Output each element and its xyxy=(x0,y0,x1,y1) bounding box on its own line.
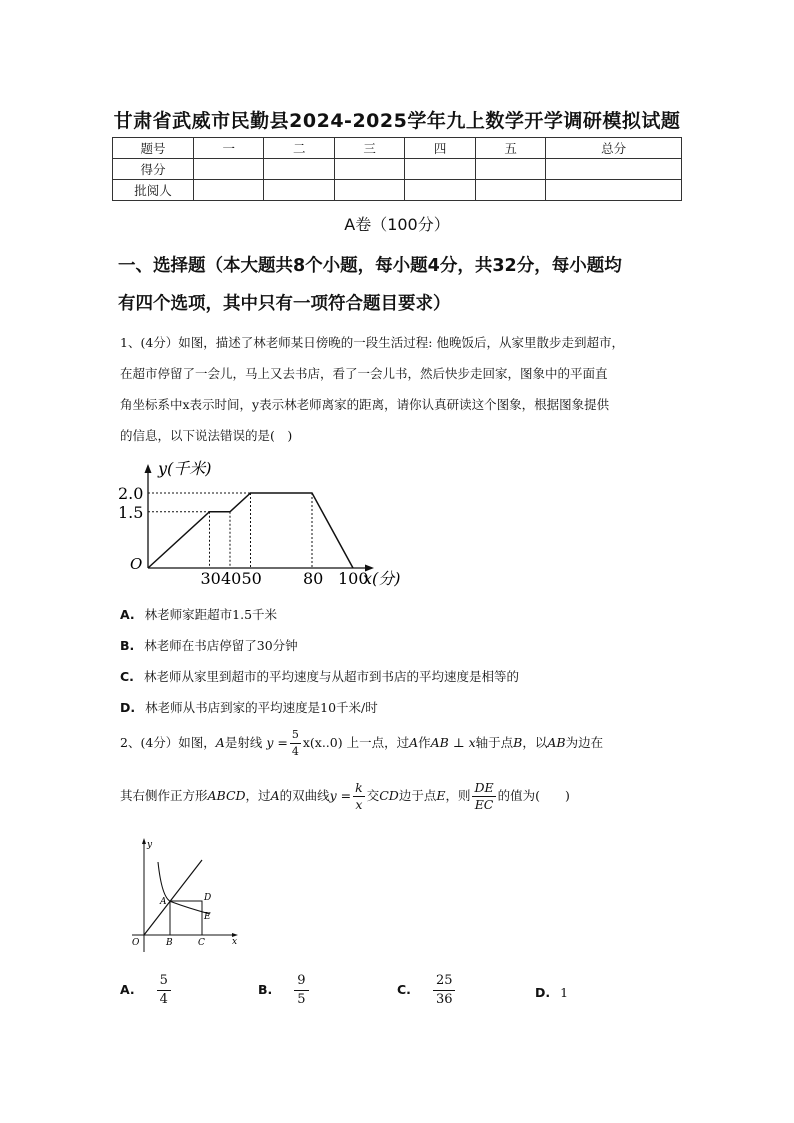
origin-label: O xyxy=(132,938,140,948)
grader-input-cell[interactable] xyxy=(405,180,475,201)
q2-text: ，过 xyxy=(245,788,271,803)
distance-time-graph xyxy=(118,456,418,591)
q2-option-c[interactable] xyxy=(397,972,455,1009)
grader-input-cell[interactable] xyxy=(475,180,545,201)
q2-text: ，则 xyxy=(445,788,471,803)
option-fraction xyxy=(294,972,308,1009)
segment-label: CD xyxy=(379,788,399,803)
table-cell: 题号 xyxy=(113,138,194,159)
q1-line: 1、(4分）如图，描述了林老师某日傍晚的一段生活过程: 他晚饭后，从家里散步走到超市， xyxy=(120,335,624,350)
point-label: E xyxy=(436,788,446,803)
ray xyxy=(144,860,202,935)
fraction-denominator: 4 xyxy=(291,745,299,758)
page-title: 甘肃省武威市民勤县2024-2025学年九上数学开学调研模拟试题 xyxy=(113,110,681,132)
x-tick-label: 40 xyxy=(221,569,242,588)
table-cell: 四 xyxy=(405,138,475,159)
table-row xyxy=(113,138,682,159)
perpendicular-expr: AB ⊥ x xyxy=(430,735,476,750)
score-input-cell[interactable] xyxy=(194,159,264,180)
option-fraction xyxy=(157,972,171,1009)
fraction-numerator: 5 xyxy=(290,727,301,744)
q1-option-b[interactable] xyxy=(120,636,298,654)
square-label: ABCD xyxy=(207,788,246,803)
point-b-label: B xyxy=(166,938,173,948)
table-cell: 总分 xyxy=(546,138,682,159)
origin-label: O xyxy=(130,555,143,573)
q2-line2 xyxy=(120,776,680,816)
table-row xyxy=(113,159,682,180)
volume-label: A卷（100分） xyxy=(344,215,450,234)
fraction-denominator: x xyxy=(355,797,363,812)
grader-input-cell[interactable] xyxy=(546,180,682,201)
equation-lhs: y = xyxy=(266,735,288,750)
x-tick-label: 30 xyxy=(200,569,221,588)
y-axis-label: y(千米) xyxy=(158,459,212,478)
fraction-denominator: 36 xyxy=(435,992,453,1007)
table-cell: 三 xyxy=(334,138,404,159)
score-input-cell[interactable] xyxy=(334,159,404,180)
q1-line: 的信息，以下说法错误的是( ) xyxy=(120,428,293,443)
hyperbola-lhs: y = xyxy=(329,788,352,803)
score-input-cell[interactable] xyxy=(475,159,545,180)
q2-text: 的值为( ) xyxy=(497,788,570,803)
q1-option-c[interactable] xyxy=(120,667,519,685)
y-label: y xyxy=(147,840,153,850)
option-fraction xyxy=(433,972,456,1009)
option-text: 林老师从书店到家的平均速度是10千米/时 xyxy=(145,700,378,715)
segment-label: AB xyxy=(547,735,566,750)
grader-input-cell[interactable] xyxy=(334,180,404,201)
x-label: x xyxy=(232,937,238,947)
table-cell: 二 xyxy=(264,138,334,159)
section-heading-line1: 一、选择题（本大题共8个小题，每小题4分，共32分，每小题均 xyxy=(118,256,622,276)
score-input-cell[interactable] xyxy=(546,159,682,180)
fraction-numerator: 9 xyxy=(294,972,308,991)
option-letter: C. xyxy=(397,982,411,997)
fraction-denominator: 4 xyxy=(159,992,168,1007)
x-axis-label: x(分) xyxy=(363,569,401,588)
option-letter: B. xyxy=(258,982,273,997)
equation-fraction xyxy=(290,727,301,760)
section-heading-line2: 有四个选项，其中只有一项符合题目要求） xyxy=(118,294,451,314)
y-tick-label: 2.0 xyxy=(118,484,144,503)
q2-line1 xyxy=(120,726,680,760)
fraction-denominator: 5 xyxy=(297,992,306,1007)
equation-rhs: x(x..0) xyxy=(302,735,343,750)
table-cell: 一 xyxy=(194,138,264,159)
x-tick-label: 50 xyxy=(241,569,262,588)
q1-line: 角坐标系中x表示时间，y表示林老师离家的距离，请你认真研读这个图象，根据图象提供 xyxy=(120,397,610,412)
q2-text: 作 xyxy=(418,735,431,750)
option-letter: C. xyxy=(120,669,134,684)
point-label: A xyxy=(409,735,419,750)
x-tick-label: 100 xyxy=(338,569,369,588)
point-label: B xyxy=(513,735,523,750)
point-a-label: A xyxy=(160,897,167,907)
table-row xyxy=(113,180,682,201)
hyperbola-fraction xyxy=(353,780,365,813)
q2-text: 是射线 xyxy=(224,735,263,750)
square-abcd xyxy=(170,901,202,935)
table-cell: 得分 xyxy=(113,159,194,180)
point-e-label: E xyxy=(204,912,211,922)
q2-text: 的双曲线 xyxy=(279,788,330,803)
option-text: 1 xyxy=(560,985,569,1000)
q2-text: 轴于点 xyxy=(475,735,514,750)
q2-option-a[interactable] xyxy=(120,972,171,1009)
point-label: A xyxy=(270,788,280,803)
option-letter: A. xyxy=(120,607,135,622)
option-letter: A. xyxy=(120,982,135,997)
q2-text: 上一点，过 xyxy=(346,735,410,750)
y-tick-label: 1.5 xyxy=(118,502,144,522)
q2-text: 2、(4分）如图， xyxy=(120,735,216,750)
y-axis-arrow xyxy=(142,838,146,844)
option-letter: D. xyxy=(120,700,136,715)
option-letter: D. xyxy=(535,985,551,1000)
fraction-denominator: EC xyxy=(474,797,494,812)
q2-text: ，以 xyxy=(522,735,548,750)
x-tick-label: 80 xyxy=(303,569,324,588)
option-letter: B. xyxy=(120,638,135,653)
q1-option-a[interactable] xyxy=(120,605,277,623)
fraction-numerator: DE xyxy=(474,780,494,795)
q2-text: 边于点 xyxy=(398,788,437,803)
option-text: 林老师家距超市1.5千米 xyxy=(144,607,278,622)
point-label: A xyxy=(215,735,225,750)
fraction-numerator: 5 xyxy=(157,972,171,991)
table-cell: 五 xyxy=(475,138,545,159)
score-table xyxy=(112,137,682,201)
y-axis-arrow xyxy=(145,464,152,473)
grader-input-cell[interactable] xyxy=(264,180,334,201)
ratio-fraction xyxy=(472,780,495,813)
q2-text: 其右侧作正方形 xyxy=(120,788,208,803)
q2-option-b[interactable] xyxy=(258,972,309,1009)
score-input-cell[interactable] xyxy=(264,159,334,180)
q1-line: 在超市停留了一会儿，马上又去书店，看了一会儿书，然后快步走回家，图象中的平面直 xyxy=(120,366,608,381)
option-text: 林老师从家里到超市的平均速度与从超市到书店的平均速度是相等的 xyxy=(143,669,519,684)
point-c-label: C xyxy=(198,938,205,948)
point-d-label: D xyxy=(204,893,212,903)
fraction-numerator: 25 xyxy=(433,972,456,991)
q1-option-d[interactable] xyxy=(120,698,378,716)
q2-text: 交 xyxy=(366,788,380,803)
q2-text: 为边在 xyxy=(565,735,604,750)
table-cell: 批阅人 xyxy=(113,180,194,201)
fraction-numerator: k xyxy=(355,780,363,795)
grader-input-cell[interactable] xyxy=(194,180,264,201)
option-text: 林老师在书店停留了30分钟 xyxy=(144,638,298,653)
score-input-cell[interactable] xyxy=(405,159,475,180)
square-hyperbola-diagram xyxy=(118,834,248,959)
q2-option-d[interactable] xyxy=(535,985,568,1000)
